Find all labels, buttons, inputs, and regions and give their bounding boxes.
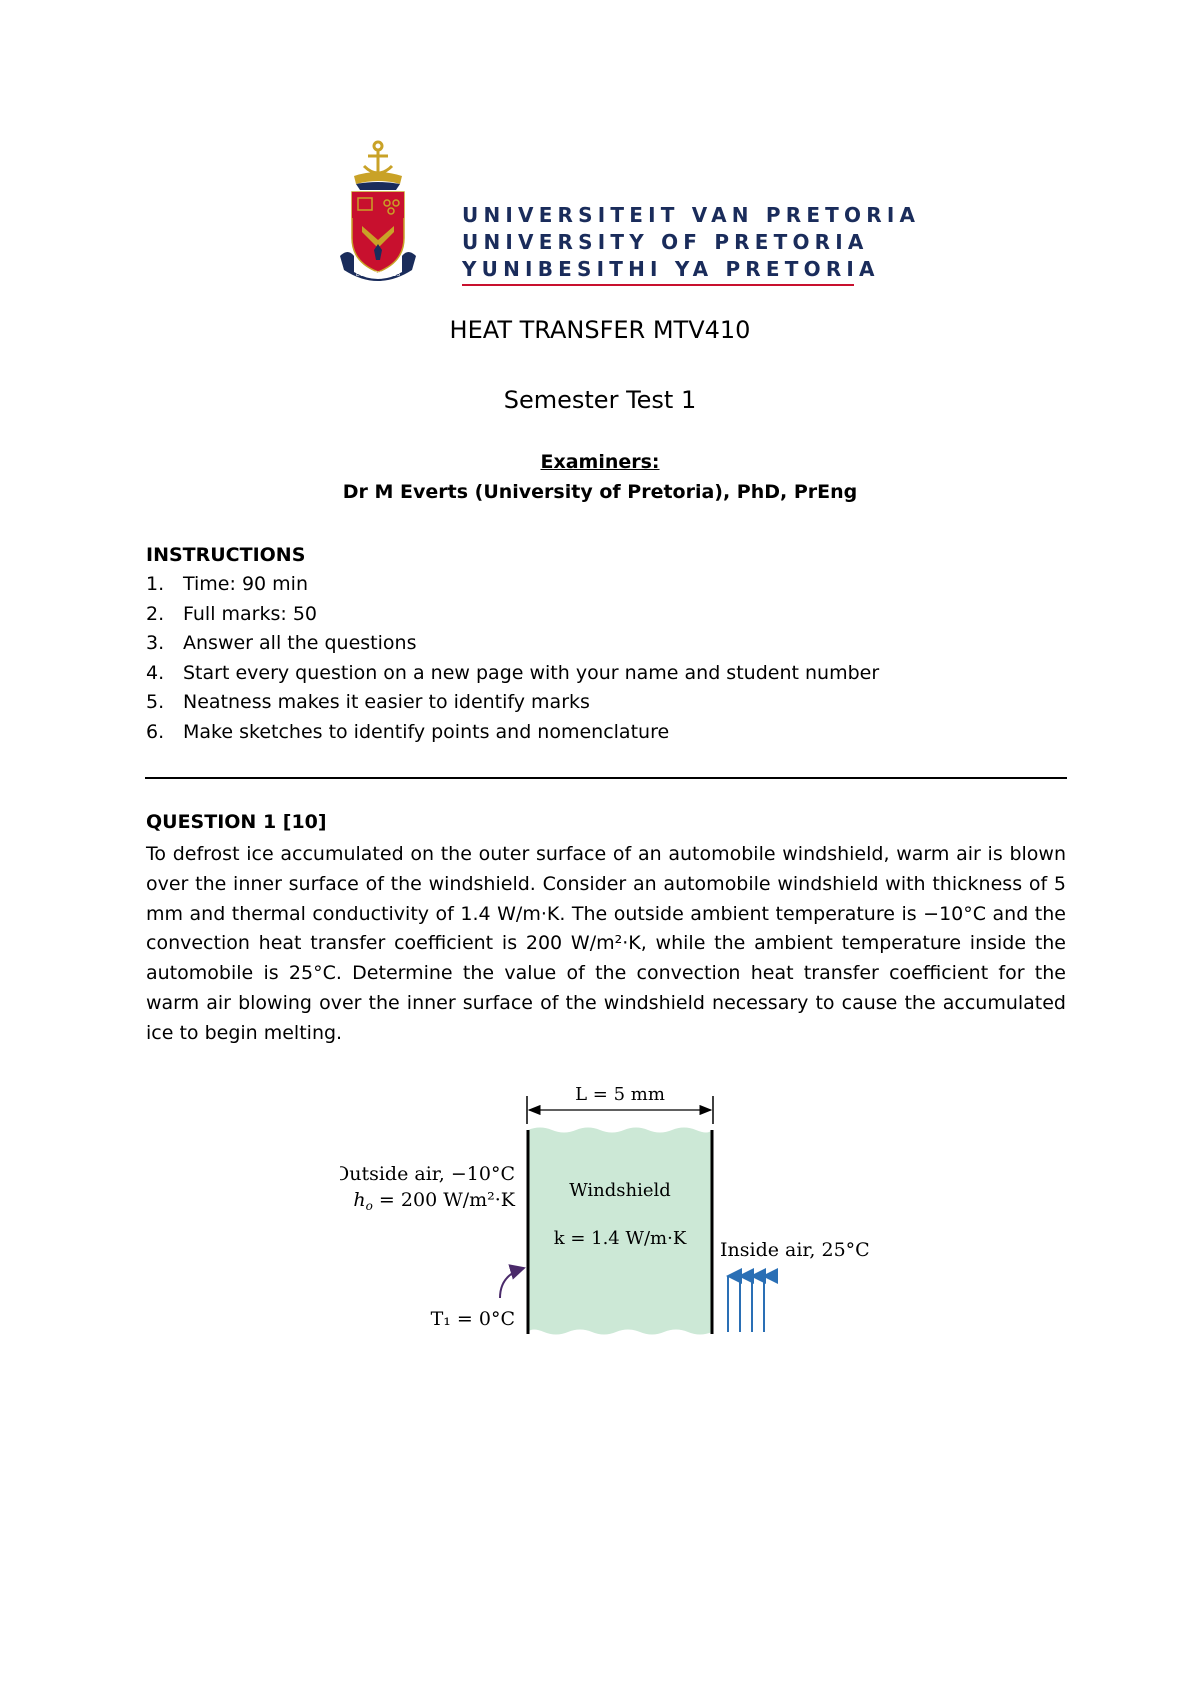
list-item — [146, 629, 1066, 659]
list-item-number: 4. — [146, 661, 165, 684]
examiners-label: Examiners: — [540, 451, 660, 473]
inside-air-label: Inside air, 25°C — [720, 1239, 870, 1261]
list-item-text: Full marks: 50 — [183, 602, 318, 625]
list-item-text: Neatness makes it easier to identify marks — [183, 691, 590, 714]
instructions-heading: INSTRUCTIONS — [146, 544, 306, 566]
university-crest-icon — [340, 140, 440, 290]
question-1-text: To defrost ice accumulated on the outer surface of an automobile windshield, warm air is blown over the inner surface of the windshield. Consider an automobile windshield with thickness of 5 mm and thermal conductivity of 1.4 W/m·K. The outside ambient temperature is −10°C and the convection heat transfer coefficient is 200 W/m²·K, while the ambient temperature inside the automobile is 25°C. Determine the value of the convection heat transfer coefficient for the warm air blowing over the inner surface of the windshield necessary to cause the accumulated ice to begin melting. — [146, 843, 1066, 1044]
question-1-heading: QUESTION 1 [10] — [146, 811, 327, 833]
windshield-label: Windshield — [569, 1180, 671, 1201]
outside-h-label: $h_o = 200$ W/m²·K — [353, 1189, 515, 1213]
list-item-text: Make sketches to identify points and nomenclature — [183, 720, 670, 743]
logo-underline — [462, 284, 854, 286]
surface-temperature-pointer — [500, 1268, 524, 1298]
list-item — [146, 570, 1066, 600]
exam-title: HEAT TRANSFER MTV410 — [449, 316, 751, 344]
list-item-text: Answer all the questions — [183, 632, 417, 655]
instructions-list — [146, 570, 1066, 748]
institution-name-sepedi: YUNIBESITHI YA PRETORIA — [462, 257, 880, 281]
instructions-section — [146, 540, 1066, 748]
list-item-text: Start every question on a new page with your name and student number — [183, 661, 880, 684]
institution-name — [462, 202, 921, 283]
list-item — [146, 600, 1066, 630]
institution-name-english: UNIVERSITY OF PRETORIA — [462, 230, 869, 254]
list-item — [146, 718, 1066, 748]
institution-name-afrikaans: UNIVERSITEIT VAN PRETORIA — [462, 203, 921, 227]
university-logo — [340, 140, 921, 290]
list-item-number: 5. — [146, 691, 165, 714]
windshield-diagram-svg — [340, 1070, 880, 1340]
outside-h-subscript: o — [365, 1199, 373, 1213]
windshield-diagram — [340, 1070, 880, 1340]
outside-air-label: Outside air, −10°C — [340, 1163, 515, 1185]
thickness-label: L = 5 mm — [575, 1084, 665, 1105]
surface-temperature-label: T₁ = 0°C — [430, 1308, 515, 1330]
list-item-text: Time: 90 min — [183, 573, 308, 595]
list-item-number: 1. — [146, 573, 165, 595]
section-divider — [145, 777, 1067, 779]
list-item-number: 3. — [146, 632, 165, 655]
svg-text:ECCE TIRONES: ECCE TIRONES — [355, 271, 401, 278]
list-item-number: 6. — [146, 720, 165, 743]
list-item-number: 2. — [146, 602, 165, 625]
list-item — [146, 688, 1066, 718]
examiner-name: Dr M Everts (University of Pretoria), PhD, PrEng — [342, 481, 858, 503]
list-item — [146, 659, 1066, 689]
exam-subtitle: Semester Test 1 — [503, 386, 697, 414]
conductivity-label: k = 1.4 W/m·K — [553, 1228, 687, 1249]
